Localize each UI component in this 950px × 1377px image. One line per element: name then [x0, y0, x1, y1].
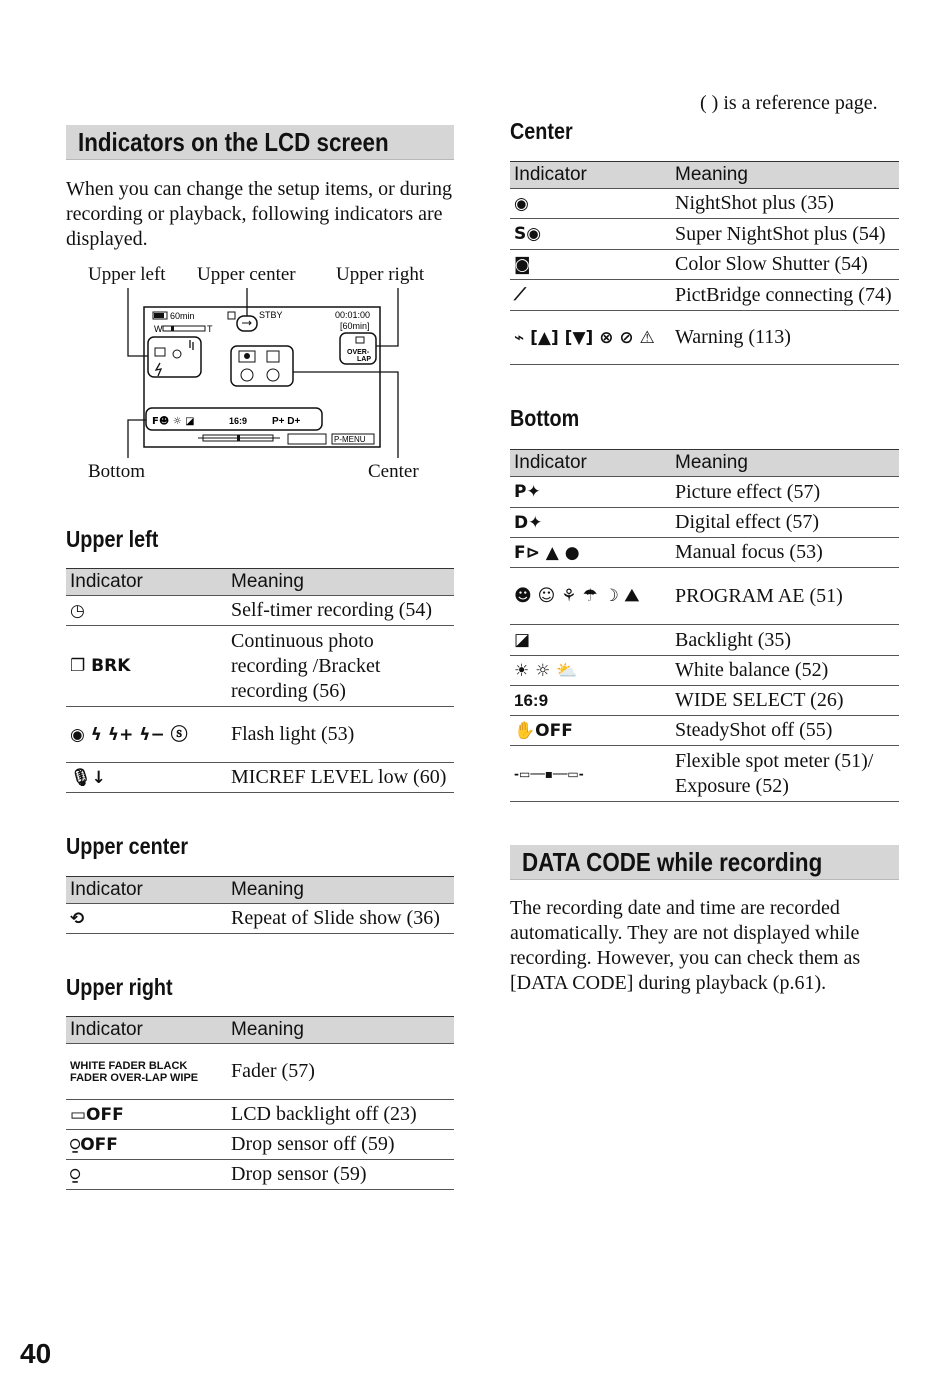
meaning-cell: Drop sensor off (59) [227, 1130, 454, 1160]
lap-text: LAP [357, 356, 371, 363]
upper-center-heading-text: Upper center [66, 833, 189, 859]
spot-meter-icon: -▭──▪──▭- [510, 746, 671, 802]
remaining-text: [60min] [340, 321, 370, 331]
indicator-header: Indicator [66, 877, 227, 904]
slow-shutter-icon [267, 351, 279, 362]
program-ae-icons: ☻ ☺ ⚘ ☂ ☽ ⛰ [510, 568, 671, 625]
meaning-header: Meaning [227, 569, 454, 596]
diagram-label-bottom: Bottom [88, 461, 146, 482]
upper-right-heading-text: Upper right [66, 974, 173, 1000]
meaning-cell: LCD backlight off (23) [227, 1100, 454, 1130]
meaning-header: Meaning [227, 1017, 454, 1044]
warning-disc-icon [241, 369, 253, 381]
steadyshot-off-icon: ✋OFF [510, 716, 671, 746]
wide-select-icon: 16:9 [510, 686, 671, 716]
meaning-cell: Manual focus (53) [671, 538, 899, 568]
table-header-row [66, 569, 454, 596]
table-row [66, 1044, 454, 1100]
meaning-cell: Self-timer recording (54) [227, 596, 454, 626]
warning-disc2-icon [267, 369, 279, 381]
wide-select-text: 16:9 [229, 416, 248, 426]
drop-sensor-off-icon: ⍜OFF [66, 1130, 227, 1160]
meaning-header: Meaning [671, 450, 899, 477]
center-heading [510, 118, 583, 145]
effect-icons-text: P+ D+ [272, 416, 301, 427]
upper-right-heading [66, 974, 190, 1001]
pmenu-text: P-MENU [334, 435, 366, 444]
leader-upper-left [128, 288, 148, 356]
zoom-t-text: T [207, 324, 213, 334]
bottom-heading [510, 405, 590, 432]
table-row [66, 707, 454, 763]
meaning-cell: Flexible spot meter (51)/ Exposure (52) [671, 746, 899, 802]
playback-button-frame [288, 434, 326, 444]
data-code-text: The recording date and time are recorded automatically. They are not displayed while recording. However, you can check them as [DATA CODE] during playback (p.61). [510, 897, 861, 994]
meaning-cell: Continuous photo recording /Bracket recording (56) [227, 626, 454, 707]
table-row [66, 596, 454, 626]
white-balance-icons: ☀ ☼ ⛅ [510, 656, 671, 686]
lcd-off-icon [356, 337, 364, 343]
table-row [510, 219, 899, 250]
lcd-backlight-off-icon: ▭OFF [66, 1100, 227, 1130]
upper-center-table [66, 876, 454, 934]
meaning-cell: Flash light (53) [227, 707, 454, 763]
leader-center [293, 372, 398, 458]
warning-icons: ⌁ [▲] [▼] ⊗ ⊘ ⚠ [510, 311, 671, 365]
meaning-cell: PROGRAM AE (51) [671, 568, 899, 625]
meaning-cell: SteadyShot off (55) [671, 716, 899, 746]
tape-icon [228, 312, 235, 319]
meaning-cell: White balance (52) [671, 656, 899, 686]
table-row [510, 477, 899, 508]
table-row [510, 538, 899, 568]
diagram-label-upper-right: Upper right [336, 264, 425, 285]
meaning-cell: Backlight (35) [671, 625, 899, 656]
zoom-position [171, 326, 174, 331]
digital-effect-icon: D✦ [510, 508, 671, 538]
indicator-header: Indicator [510, 450, 671, 477]
data-code-section-title [510, 845, 899, 880]
backlight-icon: ◪ [510, 625, 671, 656]
table-header-row [510, 450, 899, 477]
nightshot-dot [244, 353, 250, 359]
table-row [66, 904, 454, 934]
meaning-cell: PictBridge connecting (74) [671, 280, 899, 311]
diagram-label-upper-center: Upper center [197, 264, 296, 285]
lcd-section-title-text: Indicators on the LCD screen [78, 127, 389, 157]
flash-icon [156, 363, 161, 376]
table-row [510, 716, 899, 746]
meaning-cell: MICREF LEVEL low (60) [227, 763, 454, 793]
upper-left-table [66, 568, 454, 793]
meaning-cell: Digital effect (57) [671, 508, 899, 538]
drop-sensor-icon: ⍜ [66, 1160, 227, 1190]
manual-focus-icons: F⊳ ▲ ● [510, 538, 671, 568]
indicator-header: Indicator [66, 1017, 227, 1044]
fader-icons: WHITE FADER BLACK FADER OVER-LAP WIPE [66, 1044, 227, 1100]
upper-left-heading-text: Upper left [66, 526, 159, 552]
meaning-cell: WIDE SELECT (26) [671, 686, 899, 716]
data-code-section-title-text: DATA CODE while recording [522, 847, 823, 877]
table-row [66, 626, 454, 707]
table-row [66, 1130, 454, 1160]
diagram-label-center: Center [368, 461, 419, 482]
continuous-photo-icon: ❐ BRK [66, 626, 227, 707]
table-header-row [510, 162, 899, 189]
upper-center-heading [66, 833, 208, 860]
table-header-row [66, 1017, 454, 1044]
table-header-row [66, 877, 454, 904]
battery-fill [154, 313, 164, 318]
meaning-cell: Drop sensor (59) [227, 1160, 454, 1190]
self-timer-icon: ◷ [66, 596, 227, 626]
bottom-heading-text: Bottom [510, 405, 580, 431]
zoom-bar [163, 326, 205, 331]
reference-page-note: ( ) is a reference page. [700, 92, 878, 114]
pictbridge-icon: ⟋ [510, 280, 671, 311]
super-nightshot-icon: S◉ [510, 219, 671, 250]
meaning-cell: Color Slow Shutter (54) [671, 250, 899, 280]
stby-text: STBY [259, 310, 283, 320]
table-row [510, 280, 899, 311]
indicator-header: Indicator [510, 162, 671, 189]
meaning-cell: Fader (57) [227, 1044, 454, 1100]
mic-level-icon: 🎙↓ [66, 763, 227, 793]
bottom-icons-text: F☻ ☼ ◪ [152, 416, 195, 427]
meaning-cell: Warning (113) [671, 311, 899, 365]
center-group [231, 346, 293, 386]
meaning-header: Meaning [671, 162, 899, 189]
table-row [66, 763, 454, 793]
diagram-label-upper-left: Upper left [88, 264, 166, 285]
table-row [510, 311, 899, 365]
center-table [510, 161, 899, 365]
table-row [66, 1100, 454, 1130]
lcd-intro-text: When you can change the setup items, or during recording or playback, following indicators are displayed. [66, 178, 452, 250]
self-timer-icon [173, 350, 181, 358]
meaning-header: Meaning [227, 877, 454, 904]
table-row [66, 1160, 454, 1190]
indicator-header: Indicator [66, 569, 227, 596]
spot-meter-pos [237, 435, 240, 441]
continuous-photo-icon [155, 348, 165, 356]
repeat-icon: ⟲ [66, 904, 227, 934]
page-number: 40 [20, 1338, 52, 1369]
table-row [510, 189, 899, 219]
upper-right-table [66, 1016, 454, 1190]
overlap-text: OVER- [347, 349, 370, 356]
table-row [510, 250, 899, 280]
mic-icon [190, 340, 193, 350]
picture-effect-icon: P✦ [510, 477, 671, 508]
battery-text: 60min [170, 311, 195, 321]
table-row [510, 686, 899, 716]
table-row [510, 656, 899, 686]
meaning-cell: Repeat of Slide show (36) [227, 904, 454, 934]
zoom-w-text: W [154, 324, 163, 334]
upper-left-heading [66, 526, 173, 553]
table-row [510, 746, 899, 802]
meaning-cell: NightShot plus (35) [671, 189, 899, 219]
meaning-cell: Super NightShot plus (54) [671, 219, 899, 250]
table-row [510, 568, 899, 625]
color-slow-shutter-icon: ◙ [510, 250, 671, 280]
repeat-icon [242, 321, 251, 325]
flash-icon: ◉ ϟ ϟ+ ϟ− ⓢ [66, 707, 227, 763]
table-row [510, 508, 899, 538]
center-heading-text: Center [510, 118, 573, 144]
nightshot-icon: ◉ [510, 189, 671, 219]
meaning-cell: Picture effect (57) [671, 477, 899, 508]
table-row [510, 625, 899, 656]
timecode-text: 00:01:00 [335, 310, 371, 320]
bottom-table [510, 449, 899, 802]
